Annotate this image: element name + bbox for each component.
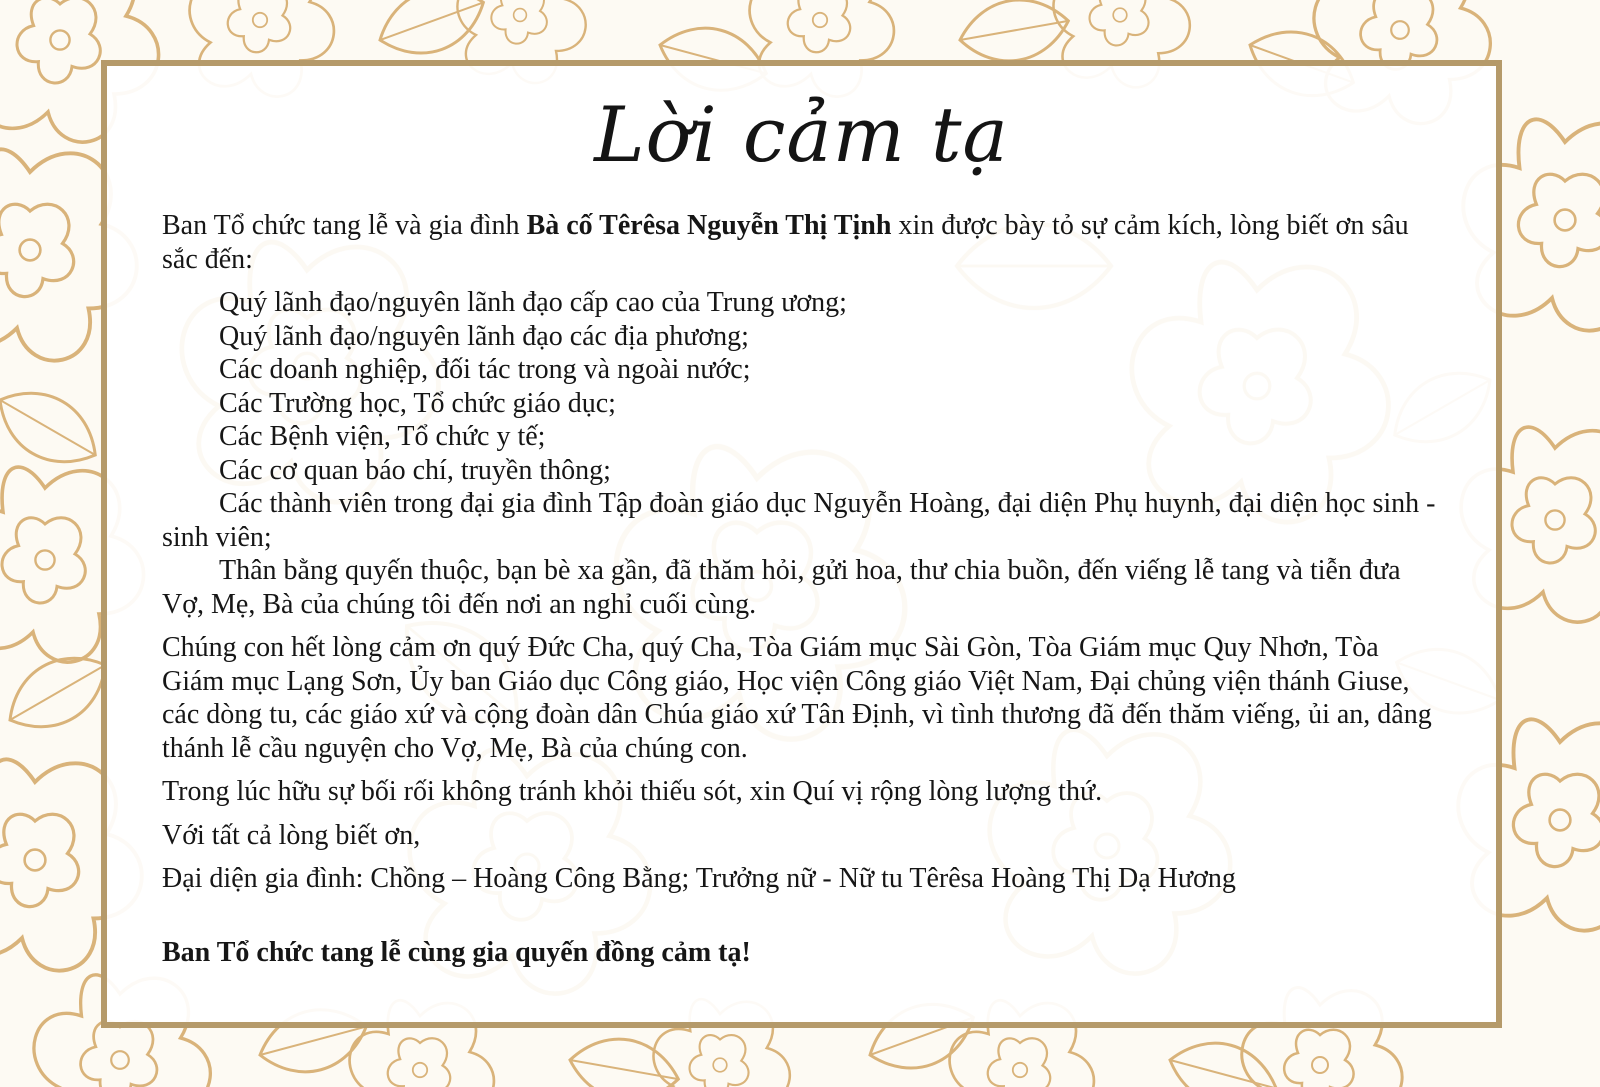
church-thanks-paragraph: Chúng con hết lòng cảm ơn quý Đức Cha, quý Cha, Tòa Giám mục Sài Gòn, Tòa Giám mục Quy Nhơn, Tòa Giám mục Lạng Sơn, Ủy ban Giáo dục Công giáo, Học viện Công giáo Việt Nam, Đại chủng viện thánh Giuse, các dòng tu, các giáo xứ và cộng đoàn dân Chúa giáo xứ Tân Định, vì tình thương đã đến thăm viếng, ủi an, dâng thánh lễ cầu nguyện cho Vợ, Mẹ, Bà của chúng con. [162,632,1432,764]
gratitude-paragraph: Với tất cả lòng biết ơn, [162,819,421,851]
list-item: Các thành viên trong đại gia đình Tập đoàn giáo dục Nguyễn Hoàng, đại diện Phụ huynh, đại diện học sinh - sinh viên; [162,488,1436,553]
list-item: Các cơ quan báo chí, truyền thông; [219,454,611,486]
intro-text-end: xin được bày tỏ sự cảm kích, lòng biết ơn sâu sắc đến: [162,210,1409,275]
intro-text-start: Ban Tổ chức tang lễ và gia đình [162,210,527,241]
list-item: Các doanh nghiệp, đối tác trong và ngoài nước; [219,354,751,385]
list-item: Các Bệnh viện, Tổ chức y tế; [219,421,546,452]
apology-paragraph: Trong lúc hữu sự bối rối không tránh khỏi thiếu sót, xin Quí vị rộng lòng lượng thứ. [162,776,1103,807]
closing-text: Ban Tổ chức tang lễ cùng gia quyến đồng cảm tạ! [162,936,751,968]
letter-body [162,209,1447,969]
deceased-name: Bà cố Têrêsa Nguyễn Thị Tịnh [526,210,892,241]
intro-paragraph [162,209,1447,276]
list-item: Quý lãnh đạo/nguyên lãnh đạo cấp cao của Trung ương; [219,287,847,318]
list-item: Quý lãnh đạo/nguyên lãnh đạo các địa phương; [219,320,749,352]
page-title: Lời cảm tạ [594,90,1009,179]
list-item: Thân bằng quyến thuộc, bạn bè xa gần, đã thăm hỏi, gửi hoa, thư chia buồn, đến viếng lễ tang và tiễn đưa Vợ, Mẹ, Bà của chúng tôi đến nơi an nghỉ cuối cùng. [162,555,1401,620]
closing-line [162,936,1447,970]
family-representatives: Đại diện gia đình: Chồng – Hoàng Công Bằng; Trưởng nữ - Nữ tu Têrêsa Hoàng Thị Dạ Hương [162,863,1236,894]
thank-you-card [101,60,1502,1028]
list-item: Các Trường học, Tổ chức giáo dục; [219,387,616,419]
